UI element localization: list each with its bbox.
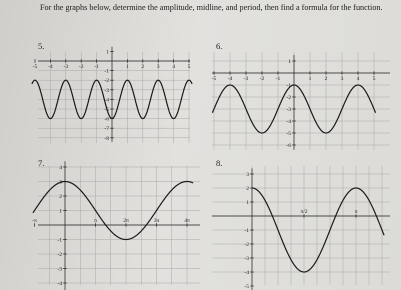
problem-8-number: 8. (216, 158, 223, 168)
y-tick-label: 3 (59, 179, 62, 186)
y-tick-label: -4 (244, 270, 249, 276)
x-tick-label: 2π (123, 218, 129, 224)
y-tick-label: 2 (59, 194, 62, 200)
y-tick-label: -6 (286, 143, 291, 149)
y-tick-label: -4 (286, 119, 291, 125)
y-tick-label: -6 (104, 116, 109, 123)
problem-7-number: 7. (38, 158, 45, 168)
x-tick-label: 5 (372, 76, 376, 82)
y-tick-label: -5 (286, 131, 291, 137)
y-tick-label: 4 (59, 165, 62, 171)
x-tick-label: 3π (153, 218, 160, 224)
y-tick-label: -1 (104, 68, 109, 75)
x-tick-label: -4 (227, 76, 233, 82)
y-tick-label: -1 (244, 228, 249, 234)
y-tick-label: 2 (246, 186, 249, 192)
x-tick-label: 2 (324, 76, 328, 82)
y-tick-label: -3 (57, 266, 62, 273)
graph-8 (212, 166, 390, 290)
x-tick-label: 4π (184, 218, 190, 224)
x-tick-label: -2 (259, 76, 265, 82)
x-tick-label: 1 (126, 64, 129, 70)
x-tick-label: π (354, 209, 358, 215)
y-tick-label: -8 (104, 135, 109, 142)
x-tick-label: -4 (48, 64, 53, 70)
x-tick-label: 5 (187, 64, 191, 70)
x-tick-label: -1 (94, 64, 99, 70)
y-tick-label: -5 (244, 284, 249, 290)
x-tick-label: -5 (32, 64, 38, 70)
x-tick-label: -2 (78, 64, 84, 70)
x-tick-label: π/2 (300, 209, 308, 215)
y-tick-label: 1 (59, 208, 62, 215)
y-tick-label: -1 (286, 83, 291, 89)
y-tick-label: -5 (104, 107, 109, 113)
y-tick-label: -3 (104, 87, 109, 94)
y-tick-label: -2 (104, 78, 109, 85)
x-tick-label: 1 (308, 76, 312, 82)
graph-6 (212, 52, 390, 150)
x-tick-label: 2 (141, 64, 145, 70)
problem-5-number: 5. (38, 41, 45, 51)
graph-5 (32, 47, 192, 143)
problem-6-number: 6. (216, 41, 223, 51)
y-tick-label: -2 (244, 242, 249, 248)
instructions-text: For the graphs below, determine the amplitude, midline, and period, then find a formula for the function. (40, 3, 383, 12)
x-tick-label: -3 (63, 64, 69, 70)
x-tick-label: -1 (275, 76, 281, 82)
graph-7 (32, 161, 200, 290)
y-tick-label: -2 (286, 95, 291, 101)
x-tick-label: -5 (211, 76, 217, 82)
x-tick-label: -3 (243, 76, 249, 82)
y-tick-label: -3 (286, 107, 291, 113)
x-tick-label: 3 (156, 64, 160, 70)
y-tick-label: 1 (106, 49, 109, 56)
x-tick-label: 4 (172, 64, 175, 70)
y-tick-label: -7 (104, 126, 109, 133)
y-tick-label: -2 (57, 252, 62, 258)
y-tick-label: -3 (244, 256, 249, 262)
y-tick-label: 1 (246, 200, 249, 206)
x-tick-label: 4 (356, 76, 360, 82)
x-tick-label: π (94, 218, 97, 224)
x-tick-label: 3 (340, 76, 344, 82)
y-tick-label: -4 (57, 281, 62, 287)
y-tick-label: -4 (104, 97, 109, 104)
y-tick-label: -1 (57, 237, 62, 244)
y-tick-label: 3 (246, 172, 249, 178)
y-tick-label: 1 (288, 59, 291, 65)
x-tick-label: -π (32, 218, 37, 224)
